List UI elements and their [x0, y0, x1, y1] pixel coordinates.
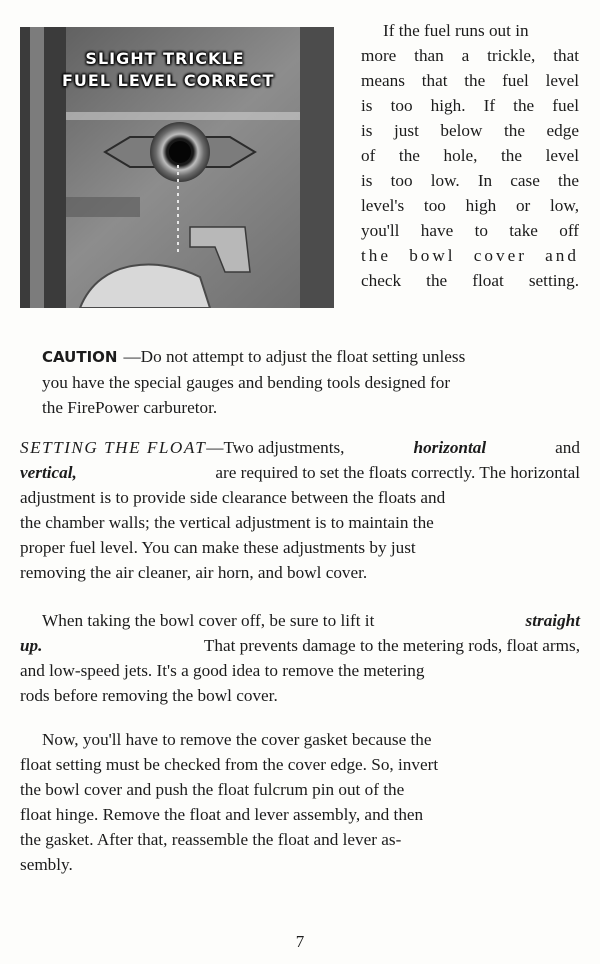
emphasis-up: up. — [20, 636, 43, 655]
emphasis-straight: straight — [525, 611, 580, 630]
caution-paragraph — [42, 344, 580, 420]
side-line: means that the fuel level — [361, 71, 579, 90]
emphasis-vertical: vertical, — [20, 463, 77, 482]
side-paragraph — [361, 18, 579, 293]
side-line: level's too high or low, — [361, 196, 579, 215]
caution-line-3: the FirePower carburetor. — [42, 398, 218, 417]
side-line: the bowl cover and — [361, 246, 579, 265]
setting-float-paragraph: SETTING THE FLOAT—Two adjustments, horizontal and vertical, are required to set the floats correctly. The horizontal adjustment is to provide side clearance between the floats and the chamber walls; the vertical adjustment is to maintain the proper fuel level. You can make these adjustments by just removing the air cleaner, air horn, and bowl cover. — [20, 435, 580, 585]
caption-line-1: SLIGHT TRICKLE — [85, 49, 245, 68]
page-number: 7 — [295, 932, 305, 951]
caution-line-1: —Do not attempt to adjust the float setting unless — [123, 347, 466, 366]
side-line: you'll have to take off — [361, 221, 579, 240]
photo-caption — [40, 48, 290, 92]
section-heading: SETTING THE FLOAT — [20, 438, 207, 457]
side-line: is just below the edge — [361, 121, 579, 140]
gasket-paragraph: Now, you'll have to remove the cover gasket because the float setting must be checked from the cover edge. So, invert the bowl cover and push the float fulcrum pin out of the float hinge. Remove the float and lever assembly, and then the gasket. After that, reassemble the float and lever as- sembly. — [20, 730, 439, 874]
carburetor-photo — [20, 27, 334, 308]
side-line: check the float setting. — [361, 271, 579, 290]
side-line: more than a trickle, that — [361, 46, 579, 65]
bowl-cover-paragraph: When taking the bowl cover off, be sure to lift it straight up. That prevents damage to the metering rods, float arms, and low-speed jets. It's a good idea to remove the metering rods before removing the bowl cover. — [20, 608, 580, 708]
side-line: of the hole, the level — [361, 146, 579, 165]
side-line: is too high. If the fuel — [361, 96, 579, 115]
caption-line-2: FUEL LEVEL CORRECT — [62, 71, 275, 90]
side-line: is too low. In case the — [361, 171, 579, 190]
caution-line-2: you have the special gauges and bending tools designed for — [42, 373, 451, 392]
emphasis-horizontal: horizontal — [413, 438, 487, 457]
side-line: If the fuel runs out in — [383, 21, 529, 40]
caution-label: CAUTION — [42, 348, 118, 366]
